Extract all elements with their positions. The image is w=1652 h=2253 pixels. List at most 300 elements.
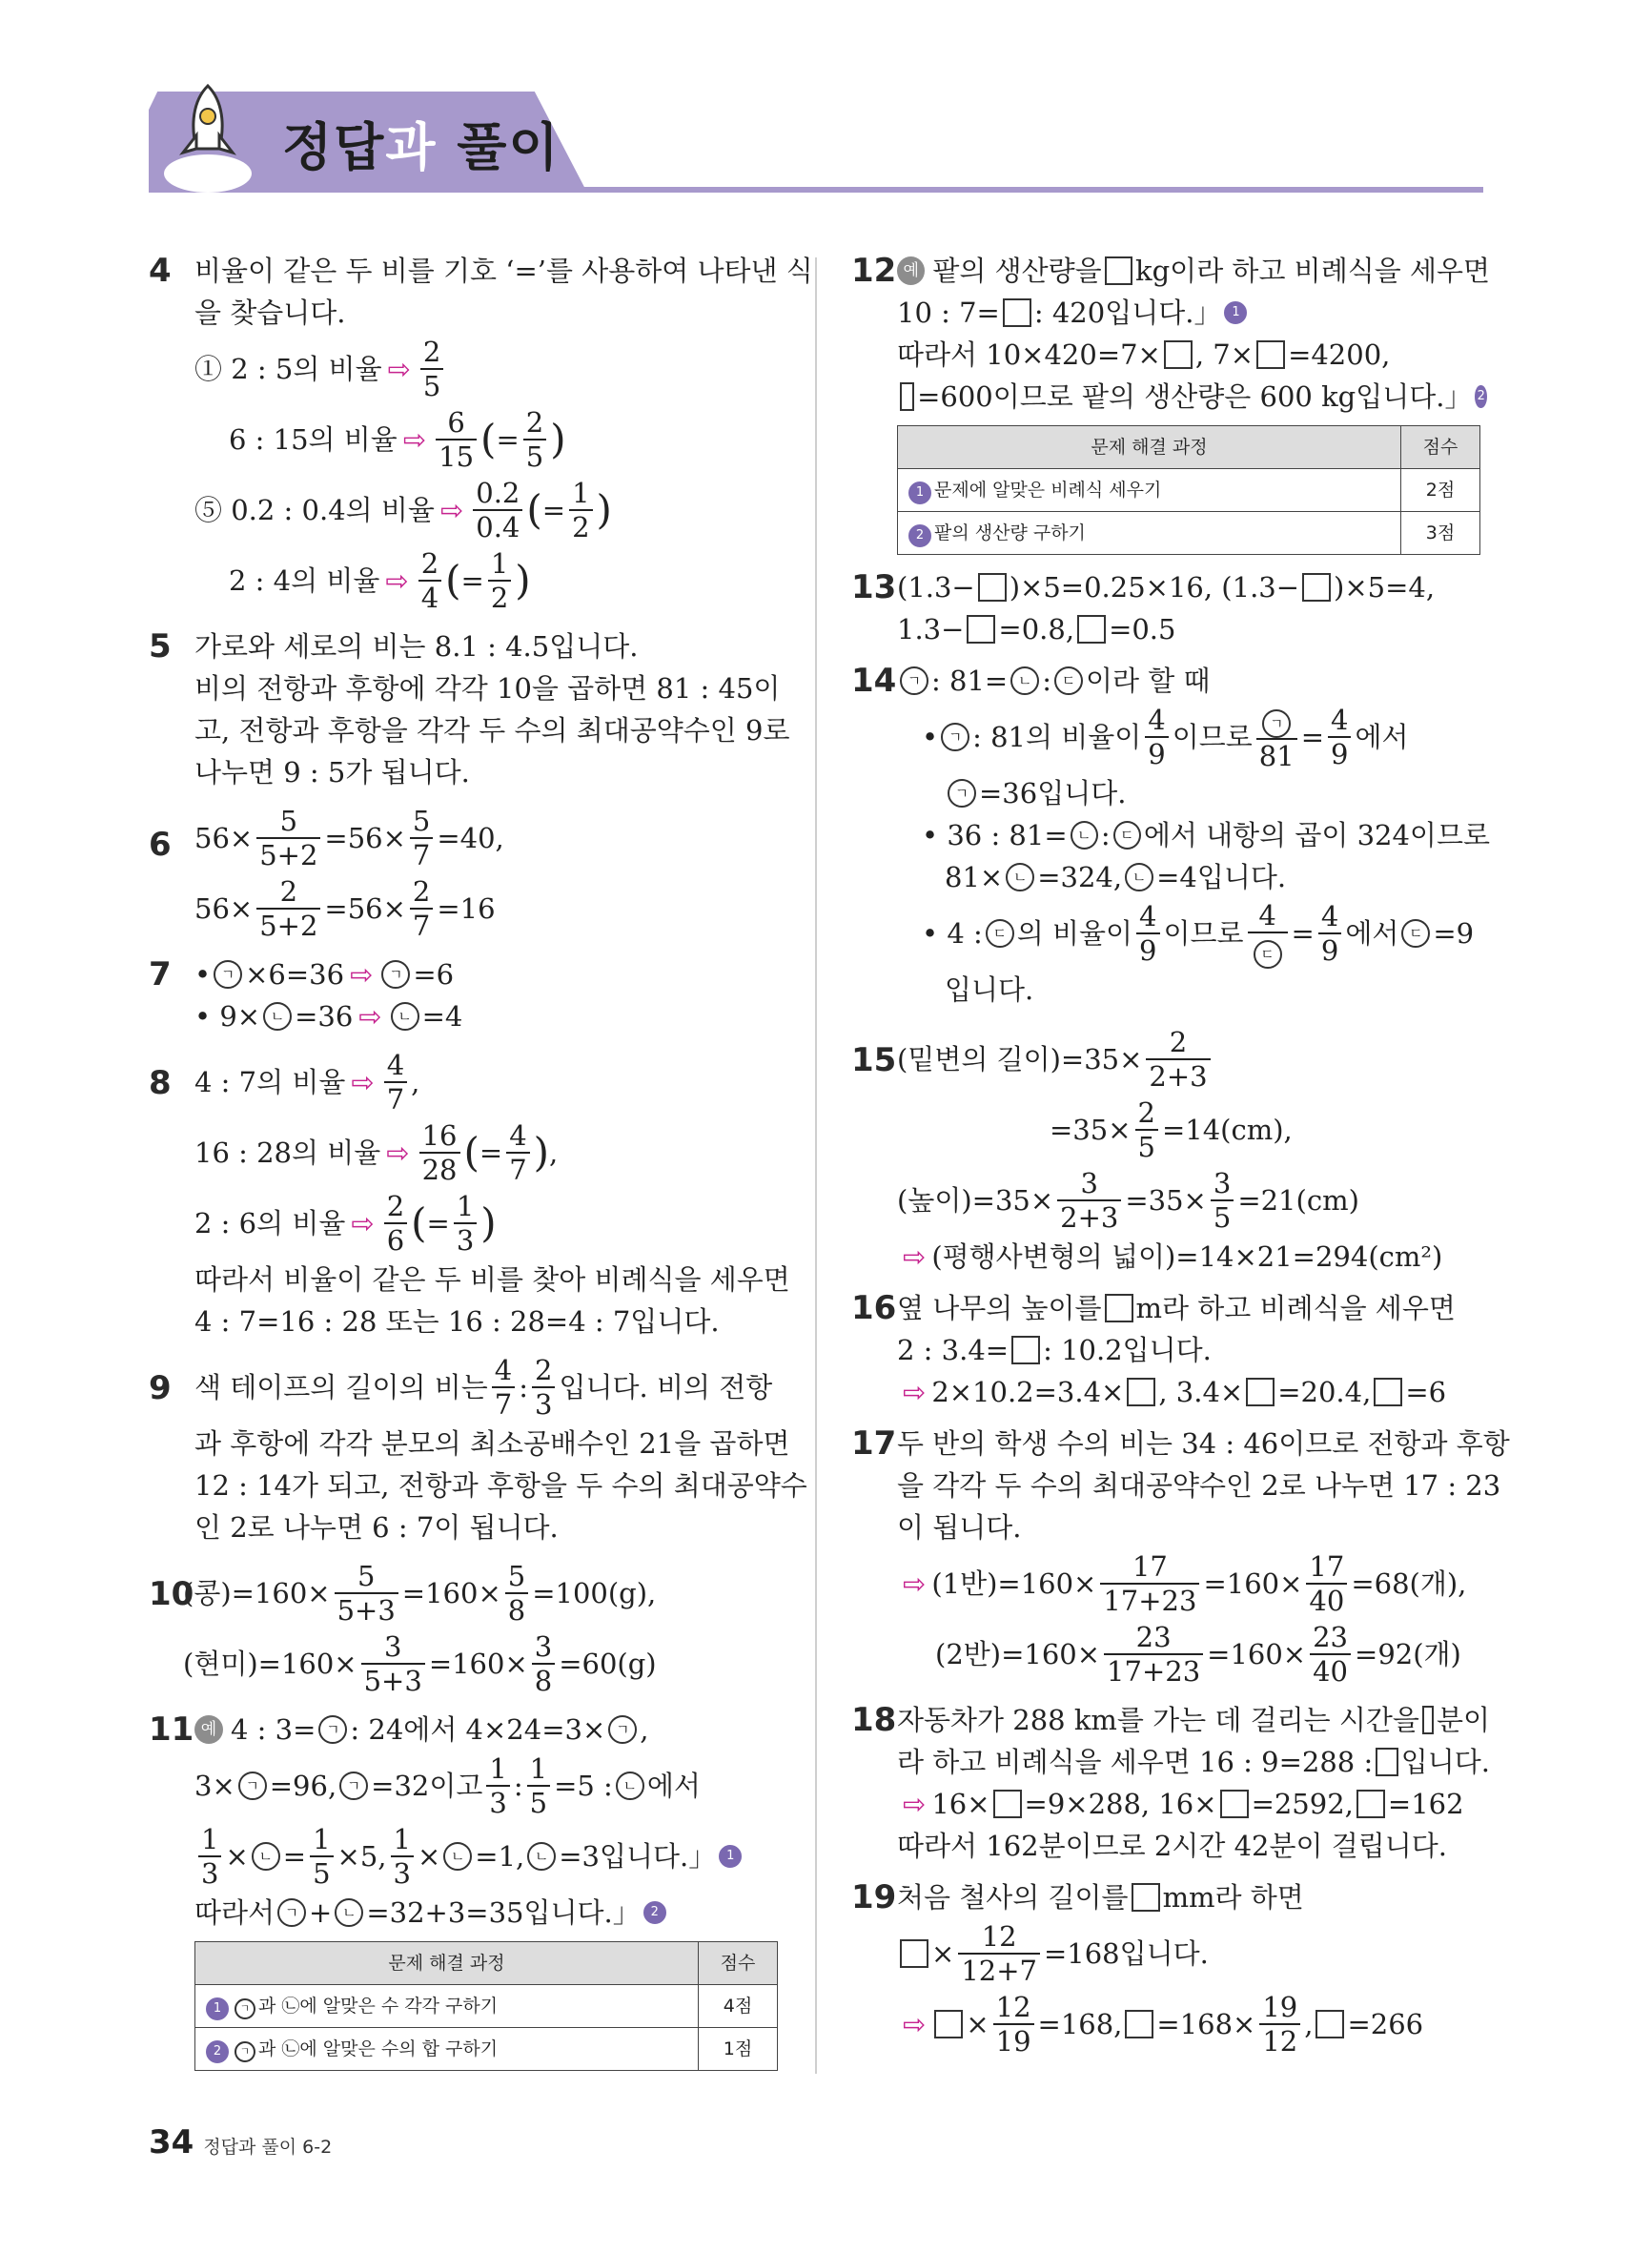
denominator: 7 — [410, 837, 433, 871]
step-marker-icon: 1 — [206, 1997, 229, 2020]
ratio-line: 2 : 6의 비율 ⇨ $\frac{2}{6}$ ( = $\frac{1}{3}$ ) — [194, 1190, 497, 1257]
book-title: 정답과 풀이 6-2 — [203, 2137, 333, 2158]
fraction — [993, 1991, 1034, 2058]
text: 팥의 생산량을 — [932, 255, 1102, 287]
equation-line — [897, 1918, 1490, 1989]
text: 과 ㉡에 알맞은 수 각각 구하기 — [258, 1996, 499, 2017]
equation-line — [897, 1095, 1490, 1165]
numerator: 4 — [1148, 704, 1166, 736]
text: : 81= — [931, 665, 1009, 697]
numerator: 3 — [534, 1630, 553, 1663]
text: (1.3− — [897, 571, 975, 604]
text-line — [194, 1259, 790, 1301]
text-line — [897, 292, 1490, 334]
numerator: 23 — [1313, 1621, 1349, 1653]
problem-number: 7 — [149, 955, 172, 993]
text: =16 — [437, 892, 496, 925]
bullet: • — [922, 721, 939, 753]
arrow-icon: ⇨ — [402, 423, 427, 456]
fraction — [532, 1630, 555, 1697]
denominator: 9 — [1318, 932, 1341, 967]
text: =162 — [1387, 1788, 1464, 1820]
text: 인 2로 나누면 6 : 7이 됩니다. — [194, 1511, 559, 1544]
fraction — [418, 547, 441, 614]
text-line — [897, 1506, 1490, 1548]
text: =6 — [413, 958, 455, 991]
denominator: 19 — [993, 2023, 1034, 2058]
text: 팥의 생산량 구하기 — [934, 522, 1086, 543]
numerator: 2 — [535, 1354, 553, 1386]
text: (평행사변형의 넓이)=14×21=294(cm²) — [931, 1240, 1443, 1273]
numerator: 1 — [456, 1190, 475, 1222]
text: =324, — [1037, 861, 1123, 893]
numerator: 3 — [1080, 1167, 1098, 1199]
numerator: 5 — [507, 1560, 526, 1592]
text: =36입니다. — [979, 777, 1127, 809]
text: 의 비율이 — [1016, 917, 1133, 950]
numerator: 4 — [1258, 898, 1276, 932]
text-line — [897, 250, 1490, 292]
numerator: 2 — [279, 875, 298, 908]
numerator: 17 — [1309, 1550, 1345, 1583]
equation-line — [194, 803, 778, 873]
problem-number: 12 — [851, 252, 897, 290]
denominator: 9 — [1328, 736, 1351, 770]
blank-box — [1003, 298, 1031, 327]
fraction — [486, 1752, 509, 1819]
table-cell — [898, 512, 1401, 555]
fraction — [527, 1752, 550, 1819]
text: =56× — [324, 892, 406, 925]
ratio-line: 2 : 4의 비율 ⇨ $\frac{2}{4}$ ( = $\frac{1}{2}$ ) — [229, 547, 531, 614]
text: 따라서 비율이 같은 두 비를 찾아 비례식을 세우면 — [194, 1263, 790, 1296]
ratio-line — [194, 1047, 778, 1117]
text: =9×288, 16× — [1024, 1788, 1217, 1820]
blank-box — [1374, 1378, 1402, 1406]
text-line — [194, 250, 813, 292]
text: =9 — [1433, 917, 1475, 950]
table-header: 점수 — [1401, 426, 1480, 469]
equation-line — [194, 1709, 778, 1751]
text: • 36 : 81= — [922, 819, 1068, 851]
numerator: 23 — [1135, 1621, 1172, 1653]
circled-letter: ㄴ — [1006, 863, 1034, 891]
table-cell: 3점 — [1401, 512, 1480, 555]
text: 색 테이프의 길이의 비는 — [194, 1371, 488, 1403]
text: 2 : 6의 비율 — [194, 1207, 346, 1239]
paren: ) — [533, 1129, 550, 1176]
equation-line — [897, 898, 1490, 969]
equation-line — [897, 660, 1490, 702]
paren: ( — [411, 1199, 427, 1246]
step-marker-icon: 2 — [1475, 385, 1487, 408]
text: 10 : 7= — [897, 297, 1000, 329]
text: (밑변의 길이)=35× — [897, 1043, 1143, 1075]
right-column — [851, 250, 1510, 2069]
blank-box — [1011, 1336, 1040, 1364]
numerator: 3 — [383, 1630, 402, 1663]
problem-6 — [149, 803, 778, 944]
circled-letter: ㄱ — [900, 666, 928, 695]
equation-line — [897, 566, 1490, 608]
text: 2 : 3.4= — [897, 1334, 1010, 1366]
paren: ( — [526, 486, 542, 533]
equation-line — [183, 1558, 778, 1628]
text-line — [897, 1699, 1490, 1741]
fraction — [958, 1920, 1040, 1987]
page-title — [282, 107, 561, 180]
denominator: 8 — [505, 1592, 528, 1627]
circled-letter: ㄱ — [948, 779, 976, 808]
text: =168입니다. — [1043, 1937, 1209, 1970]
fraction — [361, 1630, 425, 1697]
problem-17 — [851, 1423, 1510, 1690]
text: 따라서 — [194, 1896, 275, 1929]
text: 에서 내항의 곱이 324이므로 — [1143, 819, 1490, 851]
equation-line — [897, 772, 1490, 814]
text: kg이라 하고 비례식을 세우면 — [1135, 255, 1490, 287]
numerator: 0.2 — [476, 477, 520, 509]
text: 이므로 — [1163, 917, 1244, 950]
text: 3× — [194, 1770, 235, 1802]
equation-line — [897, 1783, 1490, 1825]
denominator: 5+3 — [335, 1592, 398, 1627]
numerator: 4 — [1139, 900, 1157, 932]
problem-number: 16 — [851, 1289, 897, 1327]
problem-number: 10 — [149, 1575, 194, 1613]
problem-18 — [851, 1699, 1490, 1867]
problem-11 — [149, 1709, 778, 2071]
numerator: 2 — [420, 547, 439, 580]
denominator: 7 — [506, 1152, 529, 1186]
text-line — [194, 1423, 790, 1464]
numerator: 1 — [201, 1823, 219, 1855]
text: =60(g) — [559, 1648, 657, 1680]
text: =4 — [421, 1000, 463, 1033]
blank-box — [993, 1790, 1022, 1818]
page-header — [0, 0, 1652, 210]
text: • 9× — [194, 1000, 261, 1033]
text: 에서 — [1345, 917, 1399, 950]
table-row — [195, 2028, 778, 2071]
fraction — [335, 1560, 398, 1627]
denominator: 7 — [492, 1386, 515, 1421]
problem-number: 14 — [851, 662, 897, 700]
text: : 420입니다.」 — [1033, 297, 1222, 329]
equation-line — [897, 1371, 1490, 1413]
text: =160× — [401, 1577, 501, 1609]
fraction — [492, 1354, 515, 1421]
title-part: 정답 — [282, 117, 386, 177]
fraction — [256, 875, 320, 942]
fraction — [454, 1190, 477, 1257]
blank-box — [1220, 1790, 1249, 1818]
bullet: • — [194, 958, 212, 991]
text: ×5, — [337, 1840, 387, 1873]
blank-box — [1422, 1706, 1434, 1734]
denominator: 7 — [384, 1081, 407, 1116]
text: × — [966, 2008, 989, 2040]
table-header: 문제 해결 과정 — [195, 1942, 699, 1985]
equation-line — [897, 1236, 1490, 1278]
fraction — [1256, 703, 1297, 772]
denominator: 6 — [384, 1222, 407, 1257]
text: 2 : 4의 비율 — [229, 564, 380, 597]
step-marker-icon: 1 — [908, 481, 931, 504]
denominator: 40 — [1306, 1583, 1347, 1617]
fraction — [410, 805, 433, 871]
table-row — [898, 512, 1480, 555]
problem-number: 6 — [149, 826, 172, 864]
paren: ) — [480, 1199, 497, 1246]
denominator — [1248, 932, 1288, 969]
text-line — [897, 1825, 1490, 1867]
numerator: 12 — [981, 1920, 1017, 1953]
text: 이라 할 때 — [1085, 665, 1211, 697]
denominator: 5+2 — [256, 837, 320, 871]
text: : 24에서 4×24=3× — [350, 1713, 606, 1746]
text: 16 : 28의 비율 — [194, 1137, 381, 1169]
denominator: 9 — [1136, 932, 1159, 967]
blank-box — [1246, 1378, 1275, 1406]
text-line — [194, 751, 778, 793]
text-line — [194, 1464, 807, 1506]
table-cell: 1점 — [699, 2028, 778, 2071]
text: =266 — [1347, 2008, 1424, 2040]
title-part: 풀이 — [437, 117, 561, 177]
text: (현미)=160× — [183, 1648, 357, 1680]
problem-13 — [851, 566, 1490, 650]
circled-letter: ㄱ — [318, 1715, 347, 1744]
fraction — [198, 1823, 221, 1890]
column-divider — [815, 257, 817, 2074]
text: , — [1304, 2008, 1314, 2040]
table-cell: 2점 — [1401, 469, 1480, 512]
text: : — [1042, 665, 1051, 697]
text: = — [1300, 721, 1324, 753]
text: =32이고 — [371, 1770, 483, 1802]
text: 12 : 14가 되고, 전항과 후항을 두 수의 최대공약수 — [194, 1469, 807, 1502]
example-badge: 예 — [897, 256, 925, 285]
step-marker-icon: 2 — [908, 524, 931, 547]
denominator: 12 — [1259, 2023, 1300, 2058]
text: 56× — [194, 822, 254, 854]
blank-box — [1127, 1378, 1155, 1406]
numerator: 19 — [1262, 1991, 1298, 2023]
circled-letter: ㄴ — [252, 1842, 280, 1871]
blank-box — [1164, 340, 1193, 369]
circled-letter: ㄷ — [1113, 821, 1141, 850]
paren: ( — [445, 557, 461, 604]
fraction — [569, 477, 592, 543]
denominator: 15 — [436, 439, 477, 473]
circled-letter: ㄱ — [235, 2041, 255, 2062]
text: 을 찾습니다. — [194, 297, 346, 329]
numerator: 1 — [313, 1823, 331, 1855]
circled-letter: ㄷ — [986, 919, 1014, 948]
problem-8 — [149, 1047, 790, 1342]
paren: ) — [515, 557, 531, 604]
text: = — [1291, 917, 1315, 950]
denominator: 2+3 — [1146, 1058, 1210, 1093]
text: 비의 전항과 후항에 각각 10을 곱하면 81 : 45이 — [194, 672, 781, 705]
text: 4 : 7=16 : 28 또는 16 : 28=4 : 7입니다. — [194, 1305, 720, 1338]
numerator: 4 — [509, 1119, 527, 1152]
blank-box — [1077, 615, 1106, 644]
text-line — [897, 1423, 1510, 1464]
text-line — [194, 667, 781, 709]
fraction — [410, 875, 433, 942]
numerator: 2 — [412, 875, 431, 908]
text: =4입니다. — [1156, 861, 1287, 893]
text: , — [549, 1137, 559, 1169]
text: • 4 : — [922, 917, 983, 950]
text: 2×10.2=3.4× — [931, 1376, 1125, 1408]
text: =68(개), — [1351, 1567, 1467, 1600]
fraction — [1136, 900, 1159, 967]
text: 두 반의 학생 수의 비는 34 : 46이므로 전항과 후항 — [897, 1427, 1510, 1460]
circled-letter: ㄱ — [339, 1772, 368, 1800]
problem-number: 17 — [851, 1424, 897, 1463]
denominator: 2+3 — [1057, 1199, 1121, 1234]
equation-line — [194, 1751, 778, 1821]
blank-box — [1125, 2010, 1153, 2038]
circled-letter: ㄱ — [235, 1998, 255, 2019]
arrow-icon: ⇨ — [385, 564, 409, 597]
text: =14(cm), — [1161, 1114, 1293, 1146]
step-marker-icon: 1 — [719, 1845, 742, 1868]
arrow-icon: ⇨ — [386, 1137, 410, 1169]
text: 과 ㉡에 알맞은 수의 합 구하기 — [258, 2038, 499, 2059]
text: ×6=36 — [245, 958, 345, 991]
step-marker-icon: 2 — [643, 1901, 666, 1924]
problem-19 — [851, 1876, 1490, 2059]
problem-number: 15 — [851, 1041, 897, 1079]
text: =96, — [269, 1770, 337, 1802]
table-header-row — [195, 1942, 778, 1985]
denominator: 3 — [454, 1222, 477, 1257]
fraction — [1146, 1026, 1210, 1093]
problem-10 — [149, 1558, 778, 1699]
text: 이므로 — [1172, 721, 1253, 753]
text: =600이므로 팥의 생산량은 600 kg입니다.」 — [917, 380, 1473, 413]
problem-7 — [149, 953, 778, 1037]
arrow-icon: ⇨ — [903, 1788, 927, 1820]
blank-box — [1105, 256, 1132, 285]
blank-box — [978, 573, 1007, 602]
text: 자동차가 288 km를 가는 데 걸리는 시간을 — [897, 1704, 1419, 1736]
text: =160× — [428, 1648, 528, 1680]
text: : 10.2입니다. — [1043, 1334, 1212, 1366]
circled-letter: ㄱ — [941, 723, 969, 751]
text: 따라서 10×420=7× — [897, 338, 1161, 371]
ratio-line: ⑤ 0.2 : 0.4의 비율 ⇨ $\frac{0.2}{0.4}$ ( = $\frac{1}{2}$ ) — [194, 477, 612, 543]
blank-box — [1356, 1790, 1385, 1818]
text-line — [194, 709, 790, 751]
problem-15 — [851, 1024, 1490, 1278]
numerator: 17 — [1132, 1550, 1168, 1583]
text: =5 : — [554, 1770, 613, 1802]
denominator: 81 — [1256, 738, 1297, 772]
table-cell — [195, 2028, 699, 2071]
text: 고, 전항과 후항을 각각 두 수의 최대공약수인 9로 — [194, 714, 790, 747]
numerator: 4 — [1320, 900, 1339, 932]
denominator: 9 — [1145, 736, 1168, 770]
equation-line — [183, 1628, 778, 1699]
step-marker-icon: 2 — [206, 2040, 229, 2063]
denominator: 5 — [1135, 1129, 1158, 1163]
numerator: 1 — [393, 1823, 411, 1855]
denominator: 3 — [486, 1785, 509, 1819]
fraction — [523, 406, 546, 473]
numerator: 12 — [995, 1991, 1031, 2023]
arrow-icon: ⇨ — [439, 494, 464, 526]
blank-box — [1315, 2010, 1344, 2038]
text: 가로와 세로의 비는 8.1 : 4.5입니다. — [194, 630, 639, 663]
denominator: 3 — [198, 1855, 221, 1890]
text: 을 각각 두 수의 최대공약수인 2로 나누면 17 : 23 — [897, 1469, 1501, 1502]
text: =32+3=35입니다.」 — [366, 1896, 641, 1929]
text: 이 됩니다. — [897, 1511, 1022, 1544]
fraction — [391, 1823, 414, 1890]
circled-letter: ㄷ — [1254, 940, 1282, 969]
circled-letter: ㄴ — [263, 1002, 292, 1031]
text: , 3.4× — [1158, 1376, 1244, 1408]
text: , 7× — [1194, 338, 1254, 371]
numerator: 2 — [386, 1190, 405, 1222]
text: (높이)=35× — [897, 1184, 1054, 1217]
left-column — [149, 250, 813, 2082]
text: 과 후항에 각각 분모의 최소공배수인 21을 곱하면 — [194, 1427, 790, 1460]
blank-box — [1256, 340, 1285, 369]
circled-letter: ㄱ — [238, 1772, 267, 1800]
circled-letter: ㄱ — [608, 1715, 637, 1744]
circled-letter: ㄷ — [1054, 666, 1083, 695]
text-line — [194, 625, 778, 667]
arrow-icon: ⇨ — [387, 353, 411, 385]
fraction — [420, 336, 443, 402]
numerator: 1 — [529, 1752, 548, 1785]
text-line — [897, 1287, 1490, 1329]
numerator: 2 — [525, 406, 544, 439]
numerator: 1 — [489, 1752, 507, 1785]
denominator: 17+23 — [1100, 1583, 1199, 1617]
arrow-icon: ⇨ — [351, 1207, 375, 1239]
circled-letter: ㄱ — [381, 960, 410, 989]
table-cell — [195, 1985, 699, 2028]
denominator: 3 — [532, 1386, 555, 1421]
fraction — [419, 1119, 460, 1186]
problem-number: 9 — [149, 1369, 172, 1407]
text: × — [931, 1937, 955, 1970]
text: 4 : 7의 비율 — [194, 1066, 346, 1098]
blank-box — [900, 1939, 928, 1968]
blank-box — [967, 615, 995, 644]
text: 4 : 3= — [231, 1713, 316, 1746]
text-line — [897, 1329, 1490, 1371]
text: 입니다. 비의 전항 — [559, 1371, 773, 1403]
text: m라 하고 비례식을 세우면 — [1135, 1292, 1456, 1324]
text: + — [309, 1896, 333, 1929]
text: 옆 나무의 높이를 — [897, 1292, 1102, 1324]
step-marker-icon: 1 — [1224, 301, 1247, 324]
text: =0.5 — [1109, 613, 1176, 645]
fraction — [1248, 899, 1288, 969]
text: =92(개) — [1355, 1638, 1461, 1670]
circled-letter: ㄱ — [1262, 709, 1291, 738]
text-line — [194, 292, 778, 334]
text: =6 — [1405, 1376, 1447, 1408]
